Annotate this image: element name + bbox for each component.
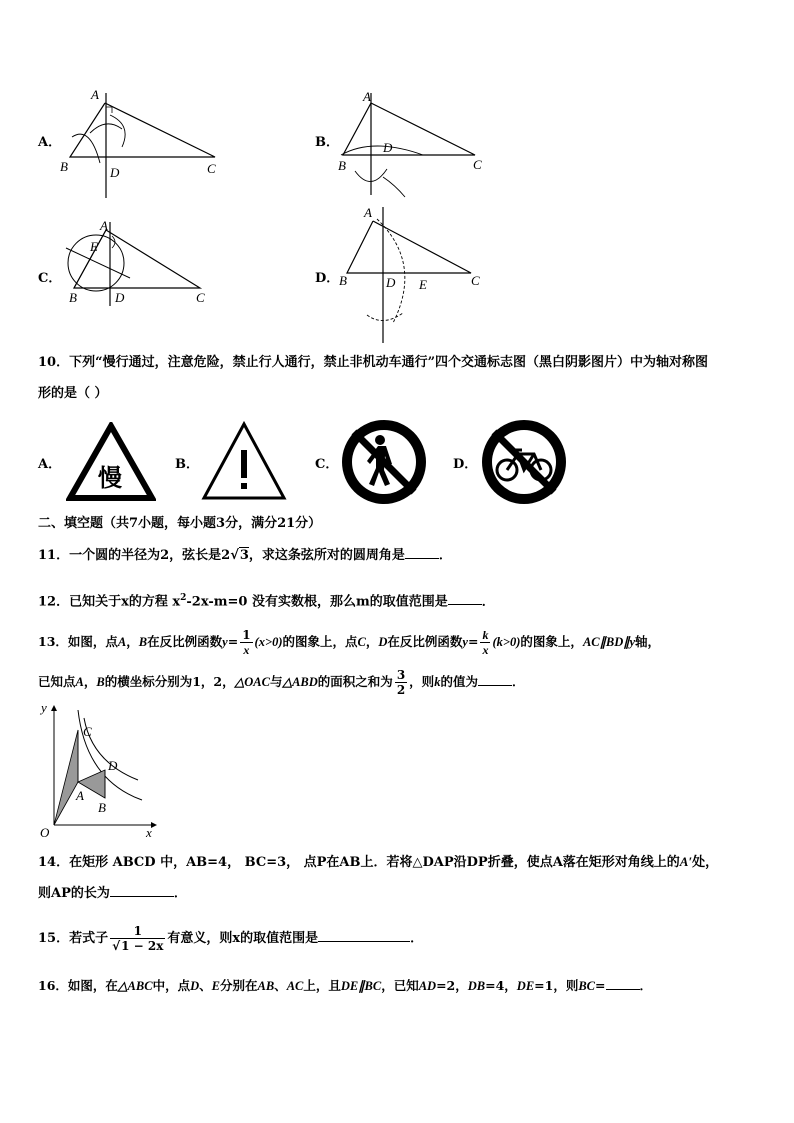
q10-option-a-label: A．: [38, 457, 62, 472]
q14-line1: 14．在矩形 ABCD 中，AB=4， BC=3， 点P在AB上．若将△DAP沿DP折叠，使点A落在矩形对角线上的A′处，: [38, 854, 719, 870]
q9a-point-b: B: [60, 159, 68, 174]
section-2-title: 二、填空题（共7小题，每小题3分，满分21分）: [38, 516, 322, 531]
q9d-point-e: E: [419, 277, 427, 292]
q9-option-d-label: D．: [315, 271, 340, 286]
warning-triangle-sign: [200, 420, 288, 502]
q10-option-b-label: B．: [175, 457, 199, 472]
q9c-point-c: C: [196, 290, 205, 305]
q9c-point-b: B: [69, 290, 77, 305]
q9d-point-c: C: [471, 273, 480, 288]
q9c-point-d: D: [115, 290, 125, 305]
q12-answer-blank[interactable]: [448, 592, 482, 605]
q13-fig-a: A: [76, 788, 84, 803]
q13-fig-d: D: [108, 758, 118, 773]
q16-answer-blank[interactable]: [606, 977, 640, 990]
q9-figure-a: [60, 85, 230, 200]
q13-fig-x: x: [146, 825, 152, 840]
q11: 11．一个圆的半径为2，弦长是2√3，求这条弦所对的圆周角是 ．: [38, 548, 452, 563]
q13-line2: 已知点A，B的横坐标分别为1，2，△OAC与△ABD的面积之和为 $\frac{3}{2}$ ，则k的值为 ．: [38, 668, 525, 697]
q13-fig-c: C: [83, 724, 92, 739]
q10-option-c-label: C．: [315, 457, 339, 472]
q9d-point-a: A: [364, 205, 372, 220]
q9a-point-d: D: [110, 165, 120, 180]
no-bicycle-sign: [480, 418, 568, 506]
q9d-point-d: D: [386, 275, 396, 290]
q9c-point-e: E: [90, 239, 98, 254]
q16: 16．如图，在△ABC中，点D、E分别在AB、AC上，且DE∥BC，已知AD=2，DB=4，DE=1，则BC= ．: [38, 978, 653, 993]
q9-option-c-label: C．: [38, 271, 62, 286]
q13-fig-o: O: [40, 825, 50, 840]
q15: 15．若式子 $\frac{1}{√1 - 2x}$ 有意义，则x的取值范围是 ．: [38, 924, 424, 953]
q9d-point-b: B: [339, 273, 347, 288]
q9-option-b-label: B．: [315, 135, 339, 150]
q13-answer-blank[interactable]: [478, 673, 512, 686]
q9-figure-c: [60, 218, 220, 308]
q14-line2: 则AP的长为 ．: [38, 886, 187, 901]
q13-line1: 13．如图，点A，B在反比例函数y= $\frac{1}{x}$ (x>0)的图象上，点C，D在反比例函数y= $\frac{k}{x}$ (k>0)的图象上，AC∥BD∥y轴，: [38, 628, 661, 657]
q9a-point-c: C: [207, 161, 216, 176]
q9-figure-d: [333, 203, 493, 348]
q13-fig-y: y: [41, 700, 47, 715]
q9b-point-c: C: [473, 157, 482, 172]
q10-line1: 10．下列“慢行通过，注意危险，禁止行人通行，禁止非机动车通行”四个交通标志图（黑白阴影图片）中为轴对称图: [38, 355, 709, 370]
q14-answer-blank[interactable]: [110, 884, 174, 897]
q9b-point-b: B: [338, 158, 346, 173]
q10-line2: 形的是（ ）: [38, 386, 108, 401]
no-pedestrian-sign: [340, 418, 428, 506]
q9a-point-a: A: [91, 87, 99, 102]
q9b-point-d: D: [383, 140, 393, 155]
q10-option-d-label: D．: [453, 457, 478, 472]
q12: 12．已知关于x的方程 $x^2-2x-m=0$ 没有实数根，那么m的取值范围是 ．: [38, 593, 495, 610]
q9-figure-b: [333, 85, 493, 200]
q9c-point-a: A: [100, 218, 108, 233]
q13-figure: [38, 700, 163, 840]
q15-answer-blank[interactable]: [318, 929, 410, 942]
q11-answer-blank[interactable]: [405, 546, 439, 559]
slow-char: 慢: [98, 464, 122, 492]
slow-triangle-sign: [66, 422, 156, 502]
q9b-point-a: A: [363, 89, 371, 104]
q13-fig-b: B: [98, 800, 106, 815]
q9-option-a-label: A．: [38, 135, 62, 150]
